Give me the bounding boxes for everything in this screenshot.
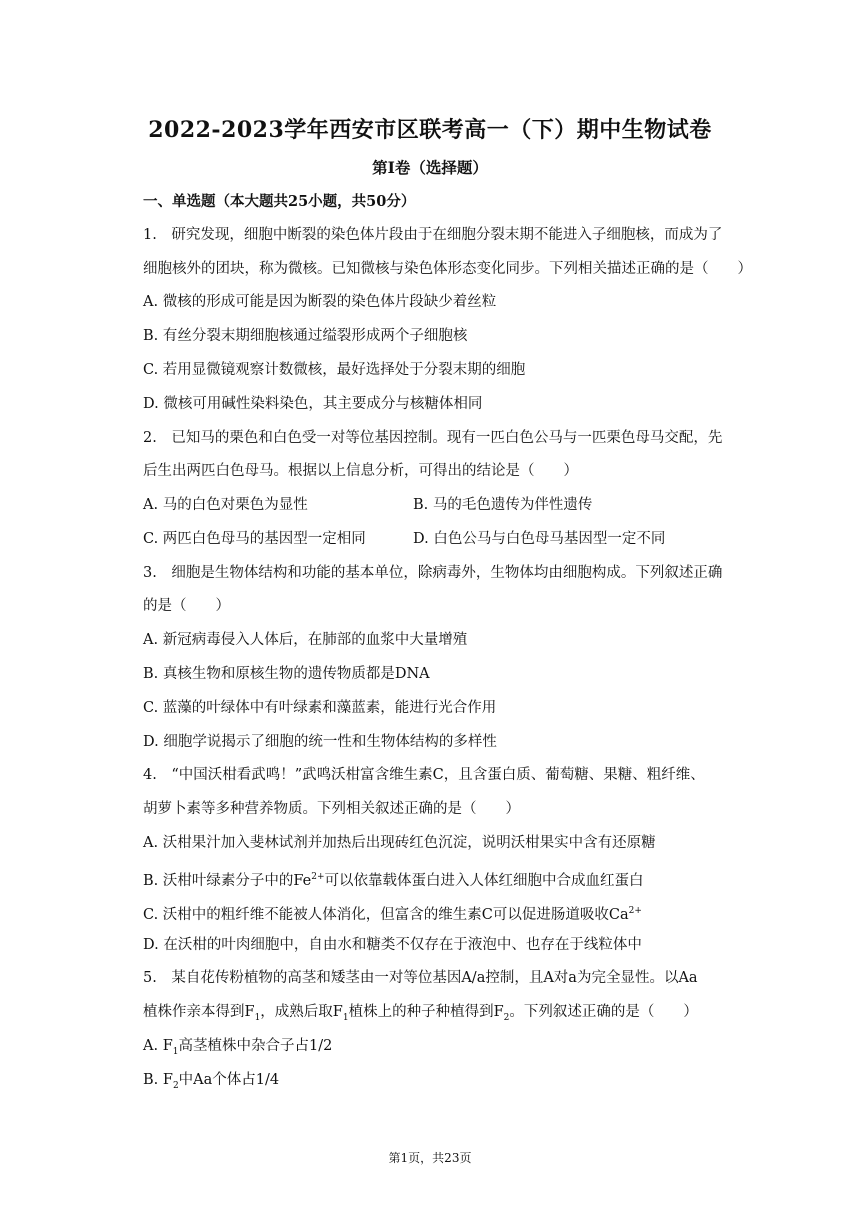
question-2-option-d: D. 白色公马与白色母马基因型一定不同 (413, 531, 666, 547)
option-text: A. F (143, 1038, 173, 1054)
subscript: 1 (172, 1046, 179, 1057)
question-1-option-b: B. 有丝分裂末期细胞核通过缢裂形成两个子细胞核 (143, 328, 468, 344)
volume-heading: 第I卷（选择题） (372, 158, 488, 177)
question-4-stem-line-2: 胡萝卜素等多种营养物质。下列相关叙述正确的是（ ） (143, 801, 520, 817)
question-2-option-a: A. 马的白色对栗色为显性 (143, 497, 308, 513)
stem-text: 植株上的种子种植得到F (348, 1004, 504, 1020)
question-3-option-c: C. 蓝藻的叶绿体中有叶绿素和藻蓝素，能进行光合作用 (143, 700, 497, 716)
question-4-option-d: D. 在沃柑的叶肉细胞中，自由水和糖类不仅存在于液泡中、也存在于线粒体中 (143, 937, 642, 953)
question-4-option-c (143, 901, 642, 925)
question-3-stem-line-2: 的是（ ） (143, 598, 230, 614)
stem-text: 。下列叙述正确的是（ ） (509, 1004, 698, 1020)
subscript: 2 (503, 1012, 510, 1023)
superscript: 2+ (311, 872, 325, 882)
question-2-stem-line-2: 后生出两匹白色母马。根据以上信息分析，可得出的结论是（ ） (143, 463, 578, 479)
question-4-stem-line-1: 4. “中国沃柑看武鸣！”武鸣沃柑富含维生素C，且含蛋白质、葡萄糖、果糖、粗纤维、 (143, 767, 705, 783)
superscript: 2+ (628, 906, 642, 916)
question-3-stem-line-1: 3. 细胞是生物体结构和功能的基本单位，除病毒外，生物体均由细胞构成。下列叙述正确 (143, 565, 723, 581)
option-text-rest: 中Aa个体占1/4 (178, 1072, 280, 1088)
question-3-option-d: D. 细胞学说揭示了细胞的统一性和生物体结构的多样性 (143, 734, 497, 750)
question-1-stem-line-2: 细胞核外的团块，称为微核。已知微核与染色体形态变化同步。下列相关描述正确的是（ ） (143, 261, 752, 277)
question-5-option-a (143, 1036, 332, 1062)
question-2-stem-line-1: 2. 已知马的栗色和白色受一对等位基因控制。现有一匹白色公马与一匹栗色母马交配，先 (143, 430, 723, 446)
page-title: 2022-2023学年西安市区联考高一（下）期中生物试卷 (148, 117, 712, 143)
question-2-option-b: B. 马的毛色遗传为伴性遗传 (413, 497, 593, 513)
option-text: C. 沃柑中的粗纤维不能被人体消化，但富含的维生素C可以促进肠道吸收Ca (143, 906, 629, 923)
subscript: 1 (342, 1012, 349, 1023)
subscript: 2 (172, 1080, 179, 1091)
option-text-rest: 可以依靠载体蛋白进入人体红细胞中合成血红蛋白 (324, 872, 644, 889)
option-text: B. F (143, 1072, 173, 1088)
question-1-stem-line-1: 1. 研究发现，细胞中断裂的染色体片段由于在细胞分裂末期不能进入子细胞核，而成为了 (143, 227, 723, 243)
option-text-rest: 高茎植株中杂合子占1/2 (178, 1038, 333, 1054)
question-1-option-d: D. 微核可用碱性染料染色，其主要成分与核糖体相同 (143, 396, 483, 412)
option-text: B. 沃柑叶绿素分子中的Fe (143, 872, 312, 889)
question-1-option-c: C. 若用显微镜观察计数微核，最好选择处于分裂末期的细胞 (143, 362, 526, 378)
page-number: 第1页，共23页 (388, 1151, 472, 1165)
stem-text: 植株作亲本得到F (143, 1004, 255, 1020)
question-4-option-b (143, 867, 644, 891)
question-5-stem-line-2 (143, 1002, 698, 1028)
subscript: 1 (254, 1012, 261, 1023)
question-4-option-a: A. 沃柑果汁加入斐林试剂并加热后出现砖红色沉淀，说明沃柑果实中含有还原糖 (143, 835, 656, 851)
question-5-stem-line-1: 5. 某自花传粉植物的高茎和矮茎由一对等位基因A/a控制，且A对a为完全显性。以Aa (143, 970, 698, 986)
question-1-option-a: A. 微核的形成可能是因为断裂的染色体片段缺少着丝粒 (143, 294, 497, 310)
stem-text: ，成熟后取F (260, 1004, 343, 1020)
section-heading: 一、单选题（本大题共25小题，共50分） (143, 193, 416, 210)
question-3-option-b: B. 真核生物和原核生物的遗传物质都是DNA (143, 666, 430, 682)
question-3-option-a: A. 新冠病毒侵入人体后，在肺部的血浆中大量增殖 (143, 632, 468, 648)
question-2-option-c: C. 两匹白色母马的基因型一定相同 (143, 531, 366, 547)
question-5-option-b (143, 1070, 279, 1096)
